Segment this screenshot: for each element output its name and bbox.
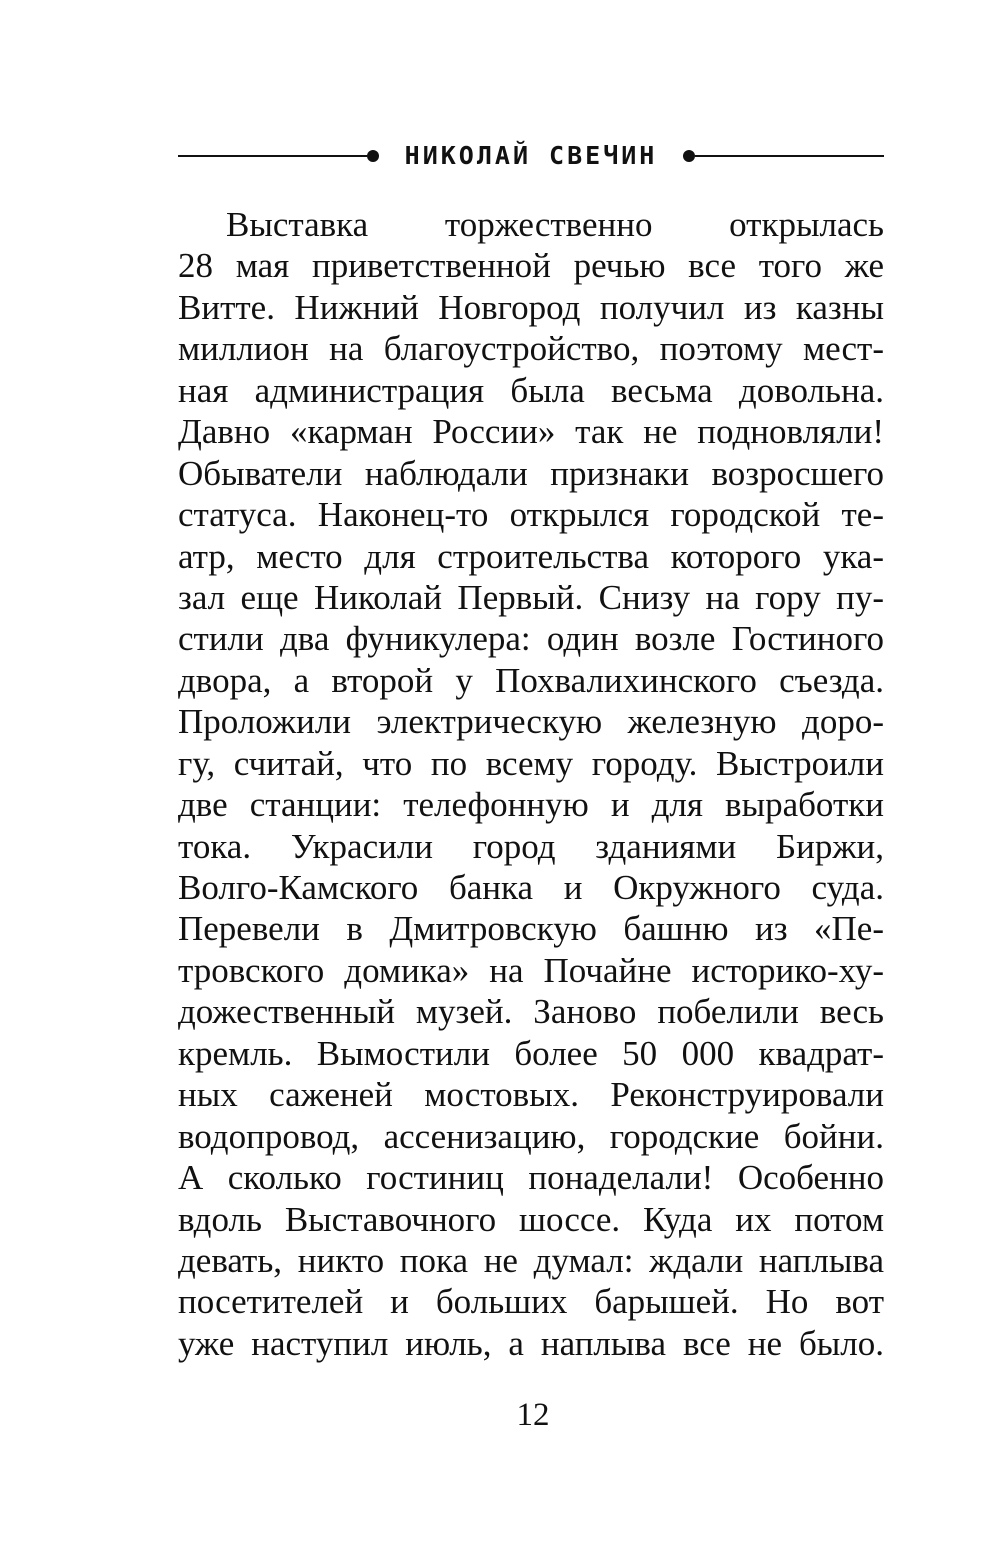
text-line: Перевели в Дмитровскую башню из «Пе- [178,909,884,949]
text-line: две станции: телефонную и для выработки [178,785,884,825]
header-bullet-left [367,150,379,162]
text-line: статуса. Наконец-то открылся городской те- [178,495,884,535]
text-line: Выставка торжественно открылась [226,205,884,244]
page-number: 12 [516,1397,550,1433]
text-line: Давно «карман России» так не подновляли! [178,412,884,452]
text-line: Проложили электрическую железную доро- [178,702,884,742]
text-line: стили два фуникулера: один возле Гостиного [178,619,884,659]
text-line: Обыватели наблюдали признаки возросшего [178,453,884,493]
text-line: зал еще Николай Первый. Снизу на гору пу- [178,577,884,617]
text-line: Витте. Нижний Новгород получил из казны [178,287,884,327]
header-rule-left [178,155,367,157]
body-text [178,204,884,1364]
text-line: А сколько гостиниц понаделали! Особенно [178,1158,884,1198]
text-line: уже наступил июль, а наплыва все не было. [178,1323,884,1363]
text-line: двора, а второй у Похвалихинского съезда. [178,660,884,700]
text-line: 28 мая приветственной речью все того же [178,246,884,286]
text-line: вдоль Выставочного шоссе. Куда их потом [178,1199,884,1239]
text-line: тровского домика» на Почайне историко-ху- [178,950,884,990]
text-line: дожественный музей. Заново побелили весь [178,992,884,1032]
text-line: посетителей и больших барышей. Но вот [178,1282,884,1322]
running-header [178,136,884,176]
text-line: водопровод, ассенизацию, городские бойни. [178,1116,884,1156]
text-line: ная администрация была весьма довольна. [178,370,884,410]
text-line: миллион на благоустройство, поэтому мест- [178,329,884,369]
text-line: кремль. Вымостили более 50 000 квадрат- [178,1033,884,1073]
text-line: атр, место для строительства которого ука- [178,536,884,576]
text-line: гу, считай, что по всему городу. Выстроили [178,743,884,783]
header-author-name: НИКОЛАЙ СВЕЧИН [404,141,658,170]
text-line: Волго-Камского банка и Окружного суда. [178,868,884,907]
text-line: тока. Украсили город зданиями Биржи, [178,826,884,866]
text-line: девать, никто пока не думал: ждали наплыва [178,1240,884,1280]
header-rule-right [695,155,884,157]
text-line: ных саженей мостовых. Реконструировали [178,1075,884,1115]
header-bullet-right [683,150,695,162]
